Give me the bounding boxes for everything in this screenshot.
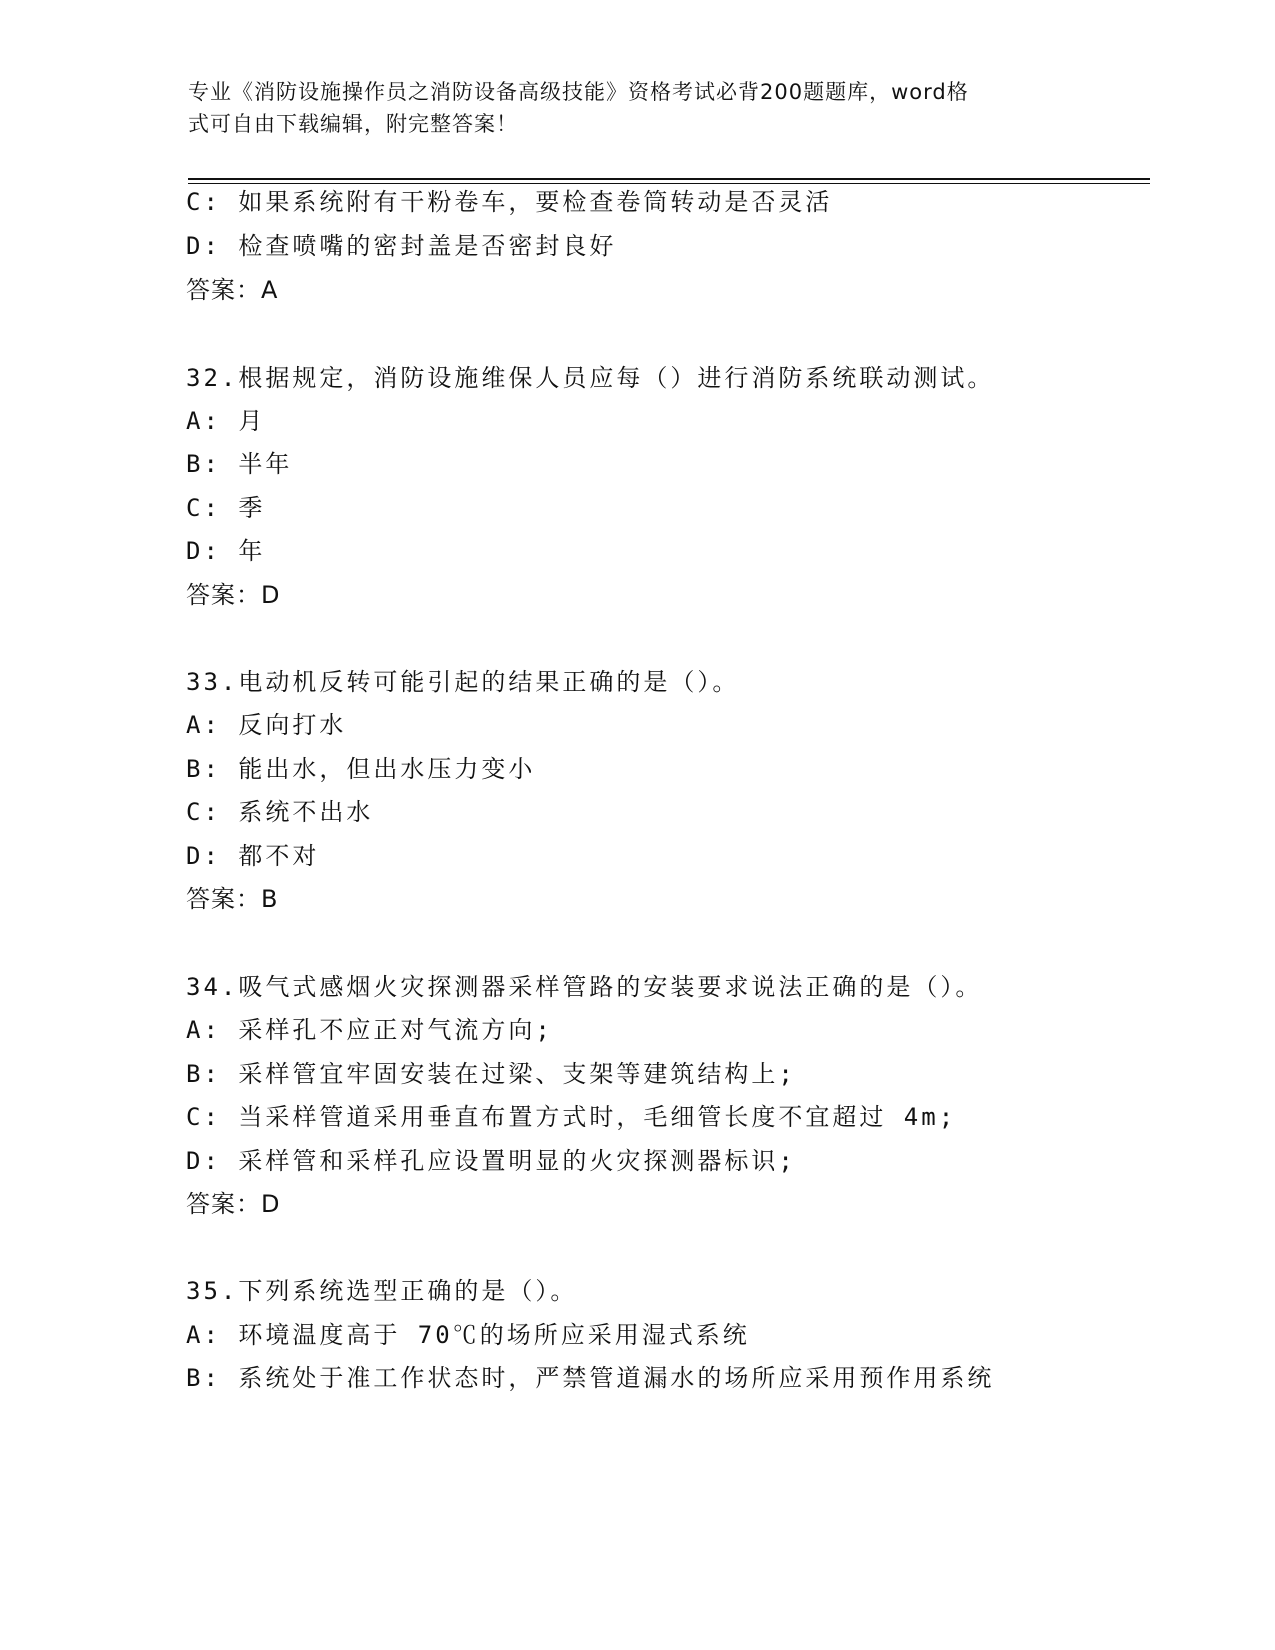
q33-option-d: D: 都不对: [186, 842, 320, 870]
q32-option-a: A: 月: [186, 407, 266, 435]
q33-option-b: B: 能出水，但出水压力变小: [186, 755, 536, 783]
document-header: [188, 76, 1088, 140]
q35-option-b: B: 系统处于准工作状态时，严禁管道漏水的场所应采用预作用系统: [186, 1364, 995, 1392]
q31-option-d: D: 检查喷嘴的密封盖是否密封良好: [186, 232, 617, 260]
q33-option-c: C: 系统不出水: [186, 798, 374, 826]
q34-option-d: D: 采样管和采样孔应设置明显的火灾探测器标识;: [186, 1147, 796, 1175]
header-divider-thick: [188, 178, 1150, 180]
q33-stem: 33.电动机反转可能引起的结果正确的是（）。: [186, 668, 740, 696]
q34-option-c: C: 当采样管道采用垂直布置方式时，毛细管长度不宜超过 4m;: [186, 1103, 957, 1131]
header-title-line-1: 专业《消防设施操作员之消防设备高级技能》资格考试必背200题题库，word格: [188, 80, 969, 104]
q33-option-a: A: 反向打水: [186, 711, 347, 739]
q35-option-a: A: 环境温度高于 70℃的场所应采用湿式系统: [186, 1321, 750, 1349]
q32-option-d: D: 年: [186, 537, 266, 565]
q32-option-c: C: 季: [186, 494, 266, 522]
q34-stem: 34.吸气式感烟火灾探测器采样管路的安装要求说法正确的是（）。: [186, 973, 983, 1001]
q33-answer: 答案：B: [186, 885, 279, 913]
q34-option-a: A: 采样孔不应正对气流方向;: [186, 1016, 553, 1044]
q35-stem: 35.下列系统选型正确的是（）。: [186, 1277, 578, 1305]
header-title-line-2: 式可自由下载编辑，附完整答案！: [188, 112, 518, 136]
q32-option-b: B: 半年: [186, 450, 293, 478]
q32-answer: 答案：D: [186, 581, 281, 609]
header-divider-thin: [188, 183, 1150, 184]
q32-stem: 32.根据规定，消防设施维保人员应每（）进行消防系统联动测试。: [186, 364, 995, 392]
q34-answer: 答案：D: [186, 1190, 281, 1218]
q34-option-b: B: 采样管宜牢固安装在过梁、支架等建筑结构上;: [186, 1060, 796, 1088]
q31-option-c: C: 如果系统附有干粉卷车，要检查卷筒转动是否灵活: [186, 188, 833, 216]
q31-answer: 答案：A: [186, 276, 279, 304]
